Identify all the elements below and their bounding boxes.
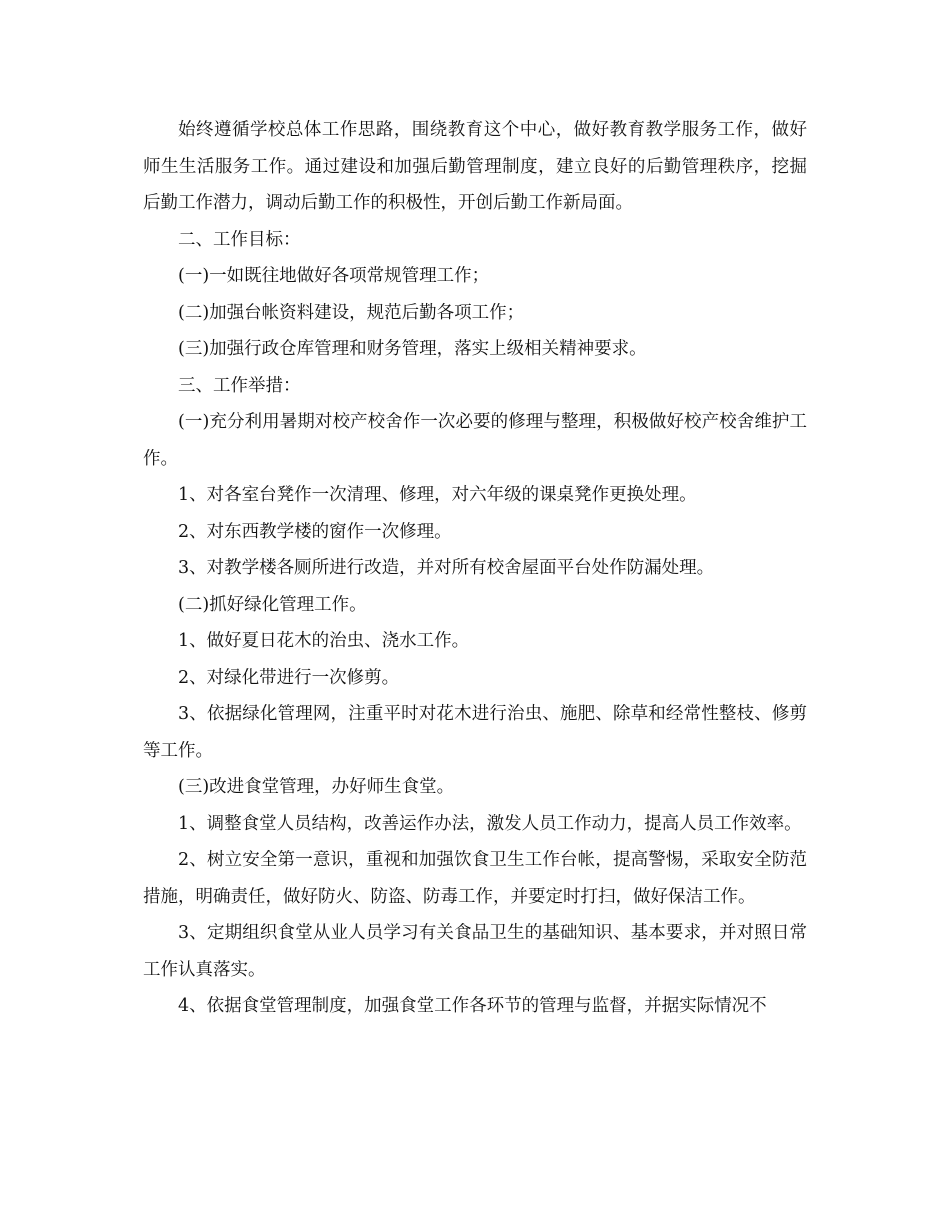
paragraph-intro: 始终遵循学校总体工作思路，围绕教育这个中心，做好教育教学服务工作，做好师生生活服务工作。通过建设和加强后勤管理制度，建立良好的后勤管理秩序，挖掘后勤工作潜力，调动后勤工作的积极性，开创后勤工作新局面。	[143, 120, 807, 213]
measure-2-item-3: 3、依据绿化管理网，注重平时对花木进行治虫、施肥、除草和经常性整枝、修剪等工作。	[143, 704, 807, 761]
measure-3-item-1: 1、调整食堂人员结构，改善运作办法，激发人员工作动力，提高人员工作效率。	[178, 813, 802, 834]
heading-work-measures: 三、工作举措：	[178, 375, 301, 396]
measure-1-item-2: 2、对东西教学楼的窗作一次修理。	[178, 521, 452, 542]
measure-section-2: (二)抓好绿化管理工作。	[178, 594, 367, 615]
goal-item-2: (二)加强台帐资料建设，规范后勤各项工作；	[178, 302, 525, 323]
measure-1-item-1: 1、对各室台凳作一次清理、修理，对六年级的课桌凳作更换处理。	[178, 485, 697, 505]
measure-3-item-2: 2、树立安全第一意识，重视和加强饮食卫生工作台帐，提高警惕，采取安全防范措施，明确责任，做好防火、防盗、防毒工作，并要定时打扫，做好保洁工作。	[143, 850, 807, 907]
measure-1-item-3: 3、对教学楼各厕所进行改造，并对所有校舍屋面平台处作防漏处理。	[178, 558, 715, 578]
heading-work-goals: 二、工作目标：	[178, 229, 301, 250]
measure-section-3: (三)改进食堂管理，办好师生食堂。	[178, 777, 455, 797]
measure-3-item-3: 3、定期组织食堂从业人员学习有关食品卫生的基础知识、基本要求，并对照日常工作认真落实。	[143, 923, 807, 980]
measure-3-item-4: 4、依据食堂管理制度，加强食堂工作各环节的管理与监督，并据实际情况不	[178, 996, 767, 1016]
goal-item-3: (三)加强行政仓库管理和财务管理，落实上级相关精神要求。	[178, 339, 647, 359]
goal-item-1: (一)一如既往地做好各项常规管理工作；	[178, 266, 490, 286]
document-page	[143, 112, 807, 1025]
measure-2-item-2: 2、对绿化带进行一次修剪。	[178, 667, 400, 688]
measure-section-1: (一)充分利用暑期对校产校舍作一次必要的修理与整理，积极做好校产校舍维护工作。	[143, 412, 807, 469]
measure-2-item-1: 1、做好夏日花木的治虫、浇水工作。	[178, 631, 470, 651]
